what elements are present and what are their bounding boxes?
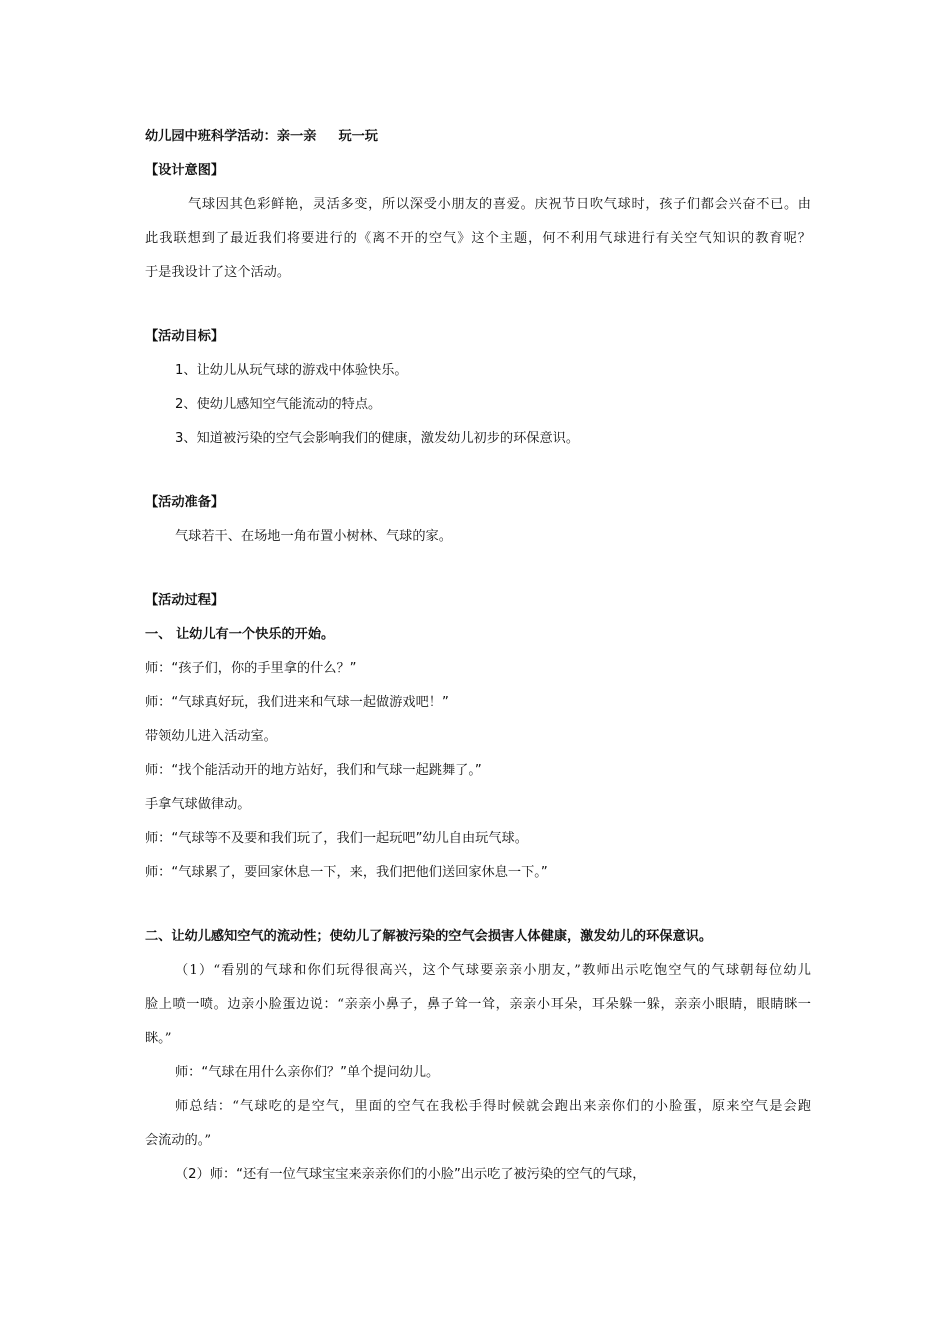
prep-text: 气球若干、在场地一角布置小树林、气球的家。: [175, 529, 452, 544]
part2-heading: 二、让幼儿感知空气的流动性；使幼儿了解被污染的空气会损害人体健康，激发幼儿的环保意识。: [145, 929, 713, 944]
part1-line-4: 师：“找个能活动开的地方站好，我们和气球一起跳舞了。”: [145, 763, 482, 778]
part1-line-2: 师：“气球真好玩，我们进来和气球一起做游戏吧！”: [145, 695, 449, 710]
goals-heading: 【活动目标】: [145, 329, 225, 344]
goal-item-2: 2、使幼儿感知空气能流动的特点。: [175, 397, 382, 412]
prep-heading: 【活动准备】: [145, 495, 225, 510]
part2-para1-line-3: 眯。”: [145, 1031, 172, 1046]
design-line-1: 气球因其色彩鲜艳，灵活多变，所以深受小朋友的喜爱。庆祝节日吹气球时，孩子们都会兴奋不已。由: [188, 197, 811, 212]
part2-para1-line-1: （1）“看别的气球和你们玩得很高兴，这个气球要亲亲小朋友，”教师出示吃饱空气的气球朝每位幼儿: [175, 963, 811, 978]
part1-line-6: 师：“气球等不及要和我们玩了，我们一起玩吧”幼儿自由玩气球。: [145, 831, 528, 846]
part1-line-5: 手拿气球做律动。: [145, 797, 251, 812]
document-body: [145, 120, 811, 1192]
part2-para1-line-2: 脸上喷一喷。边亲小脸蛋边说：“亲亲小鼻子，鼻子耸一耸，亲亲小耳朵，耳朵躲一躲，亲亲小眼睛，眼睛眯一: [145, 997, 811, 1012]
design-heading: 【设计意图】: [145, 163, 225, 178]
goal-item-1: 1、让幼儿从玩气球的游戏中体验快乐。: [175, 363, 408, 378]
design-line-3: 于是我设计了这个活动。: [145, 265, 291, 280]
goal-item-3: 3、知道被污染的空气会影响我们的健康，激发幼儿初步的环保意识。: [175, 431, 580, 446]
part2-para3-line-1: 师总结：“气球吃的是空气，里面的空气在我松手得时候就会跑出来亲你们的小脸蛋，原来空气是会跑: [175, 1099, 811, 1114]
process-heading: 【活动过程】: [145, 593, 225, 608]
document-title: 幼儿园中班科学活动：亲一亲 玩一玩: [145, 129, 378, 144]
part1-line-3: 带领幼儿进入活动室。: [145, 729, 277, 744]
part1-line-7: 师：“气球累了，要回家休息一下，来，我们把他们送回家休息一下。”: [145, 865, 548, 880]
part1-heading: 一、 让幼儿有一个快乐的开始。: [145, 627, 335, 642]
part2-para4: （2）师：“还有一位气球宝宝来亲亲你们的小脸”出示吃了被污染的空气的气球，: [175, 1167, 646, 1182]
part2-para2: 师：“气球在用什么亲你们？”单个提问幼儿。: [175, 1065, 440, 1080]
part2-para3-line-2: 会流动的。”: [145, 1133, 212, 1148]
part1-line-1: 师：“孩子们，你的手里拿的什么？”: [145, 661, 357, 676]
design-line-2: 此我联想到了最近我们将要进行的《离不开的空气》这个主题，何不利用气球进行有关空气知识的教育呢？: [145, 231, 811, 246]
